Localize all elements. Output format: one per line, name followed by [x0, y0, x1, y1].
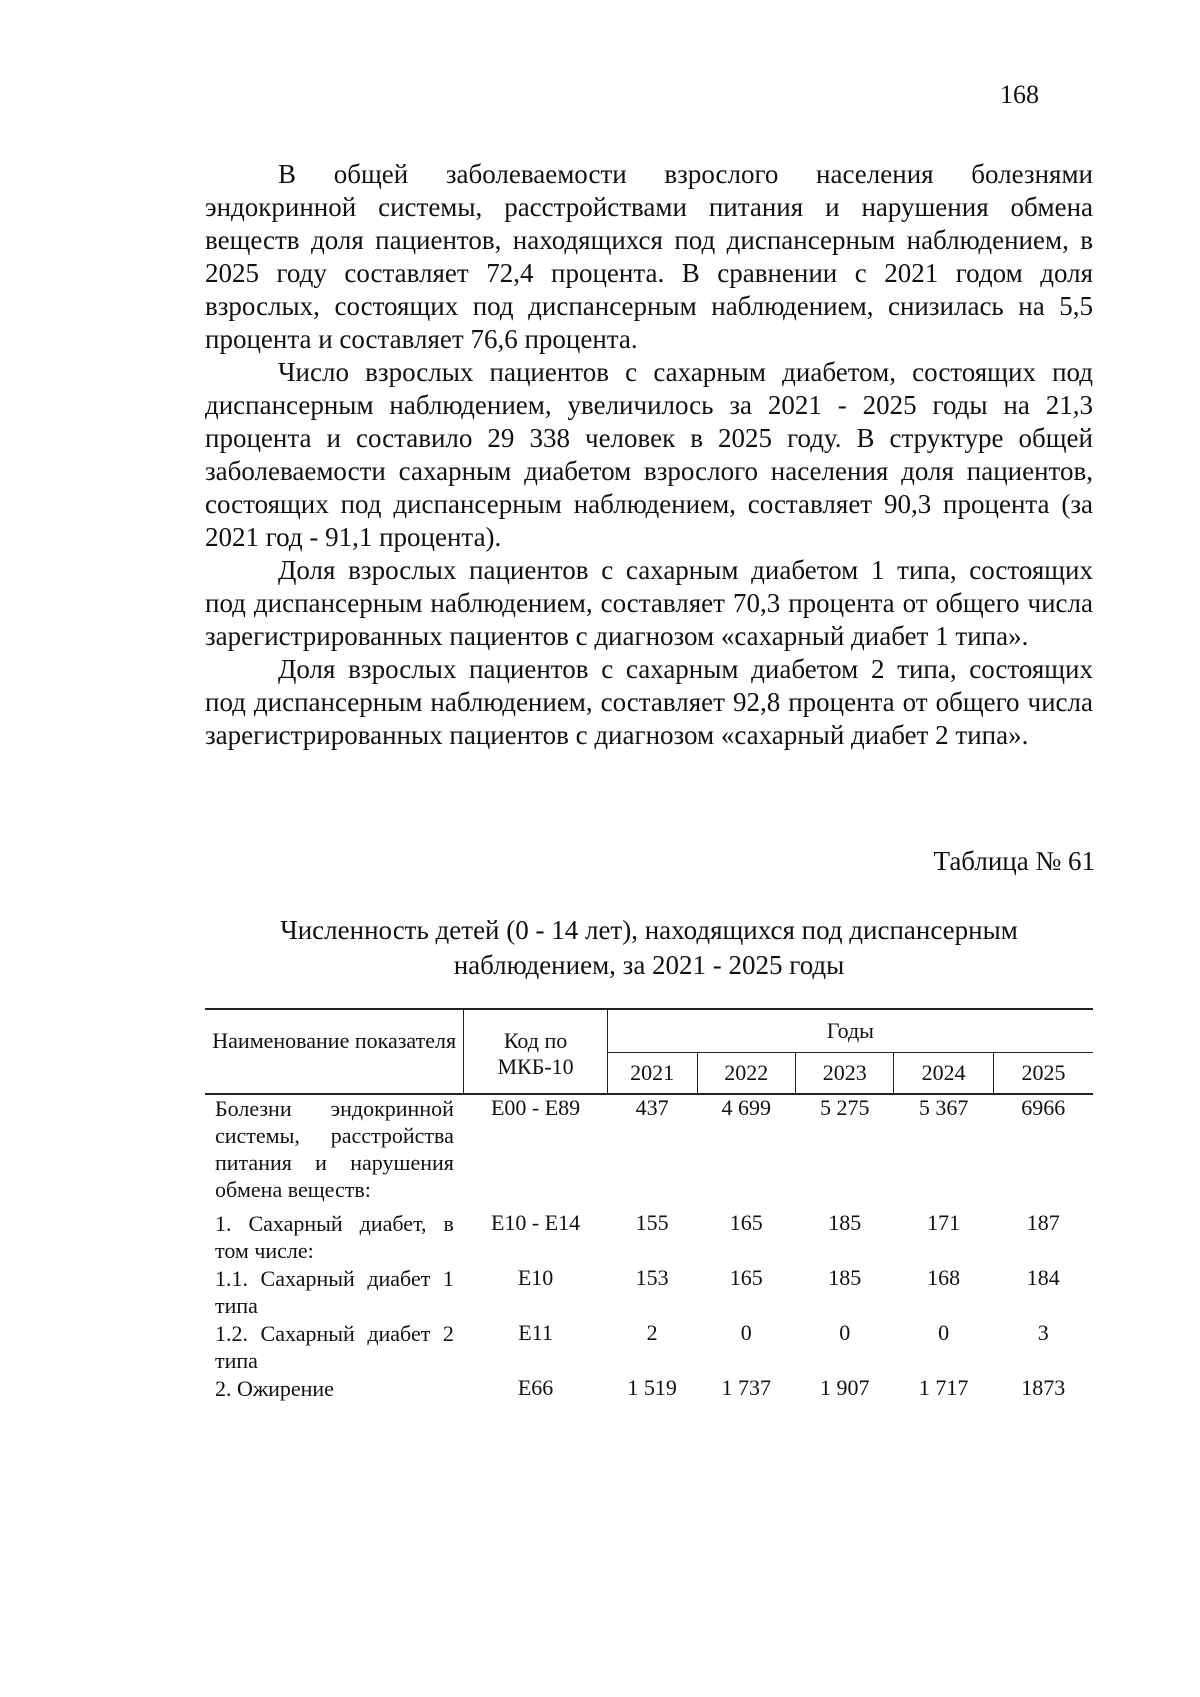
table-title: Численность детей (0 - 14 лет), находящихся под диспансерным наблюдением, за 2021 - 2025 годы	[280, 915, 1018, 980]
table-row	[205, 1265, 1093, 1320]
table-row	[205, 1320, 1093, 1375]
row-value: 437	[635, 1095, 669, 1120]
row-value: 0	[938, 1320, 950, 1345]
row-code: E11	[518, 1320, 553, 1345]
paragraph: Число взрослых пациентов с сахарным диабетом, состоящих под диспансерным наблюдением, увеличилось за 2021 - 2025 годы на 21,3 процента и составило 29 338 человек в 2025 году. В структуре общей заболеваемости сахарным диабетом взрослого населения доля пациентов, состоящих под диспансерным наблюдением, составляет 90,3 процента (за 2021 год - 91,1 процента).	[205, 357, 1093, 552]
row-value: 185	[828, 1265, 862, 1290]
header-year: 2021	[607, 1053, 697, 1095]
header-year: 2022	[697, 1053, 795, 1095]
row-value: 165	[729, 1210, 763, 1235]
row-name: 1.1. Сахарный диабет 1 типа	[215, 1266, 454, 1318]
paragraph: В общей заболеваемости взрослого населения болезнями эндокринной системы, расстройствами питания и нарушения обмена веществ доля пациентов, находящихся под диспансерным наблюдением, в 2025 году составляет 72,4 процента. В сравнении с 2021 годом доля взрослых, состоящих под диспансерным наблюдением, снизилась на 5,5 процента и составляет 76,6 процента.	[205, 159, 1093, 354]
table-row	[205, 1375, 1093, 1405]
row-name: 1. Сахарный диабет, в том числе:	[215, 1211, 454, 1263]
row-value: 0	[839, 1320, 851, 1345]
row-value: 168	[927, 1265, 961, 1290]
row-code: E00 - E89	[490, 1095, 581, 1120]
row-value: 1 907	[819, 1375, 870, 1400]
row-code: E10 - E14	[490, 1210, 581, 1235]
row-value: 1 519	[627, 1375, 677, 1400]
header-icd-code: Код по МКБ-10	[464, 1009, 607, 1094]
paragraph: Доля взрослых пациентов с сахарным диабетом 2 типа, состоящих под диспансерным наблюдением, составляет 92,8 процента от общего числа зарегистрированных пациентов с диагнозом «сахарный диабет 2 типа».	[205, 654, 1093, 750]
row-value: 1 717	[918, 1375, 969, 1400]
row-name: Болезни эндокринной системы, расстройства питания и нарушения обмена веществ:	[215, 1096, 454, 1202]
row-value: 5 275	[819, 1095, 870, 1120]
header-year: 2025	[993, 1053, 1093, 1095]
body-text	[205, 158, 1093, 752]
page-number: 168	[1000, 80, 1039, 109]
row-code: E66	[517, 1375, 554, 1400]
data-table	[205, 1008, 1093, 1405]
row-value: 155	[635, 1210, 669, 1235]
row-value: 3	[1037, 1320, 1049, 1345]
row-name: 2. Ожирение	[215, 1376, 334, 1401]
row-value: 0	[740, 1320, 752, 1345]
row-value: 6966	[1021, 1095, 1066, 1120]
header-indicator-name: Наименование показателя	[205, 1009, 464, 1094]
header-years-group: Годы	[607, 1009, 1093, 1053]
header-year: 2023	[796, 1053, 894, 1095]
row-value: 1873	[1021, 1375, 1066, 1400]
row-name: 1.2. Сахарный диабет 2 типа	[215, 1321, 454, 1373]
row-value: 187	[1026, 1210, 1060, 1235]
table-row	[205, 1210, 1093, 1265]
row-code: E10	[517, 1265, 554, 1290]
row-value: 185	[828, 1210, 862, 1235]
row-value: 171	[927, 1210, 961, 1235]
table-row	[205, 1094, 1093, 1210]
header-year: 2024	[894, 1053, 993, 1095]
row-value: 4 699	[721, 1095, 772, 1120]
row-value: 1 737	[721, 1375, 772, 1400]
row-value: 153	[635, 1265, 669, 1290]
table-caption: Таблица № 61	[933, 846, 1095, 876]
row-value: 165	[729, 1265, 763, 1290]
row-value: 5 367	[918, 1095, 969, 1120]
row-value: 2	[646, 1320, 658, 1345]
row-value: 184	[1026, 1265, 1060, 1290]
paragraph: Доля взрослых пациентов с сахарным диабетом 1 типа, состоящих под диспансерным наблюдением, составляет 70,3 процента от общего числа зарегистрированных пациентов с диагнозом «сахарный диабет 1 типа».	[205, 555, 1093, 651]
